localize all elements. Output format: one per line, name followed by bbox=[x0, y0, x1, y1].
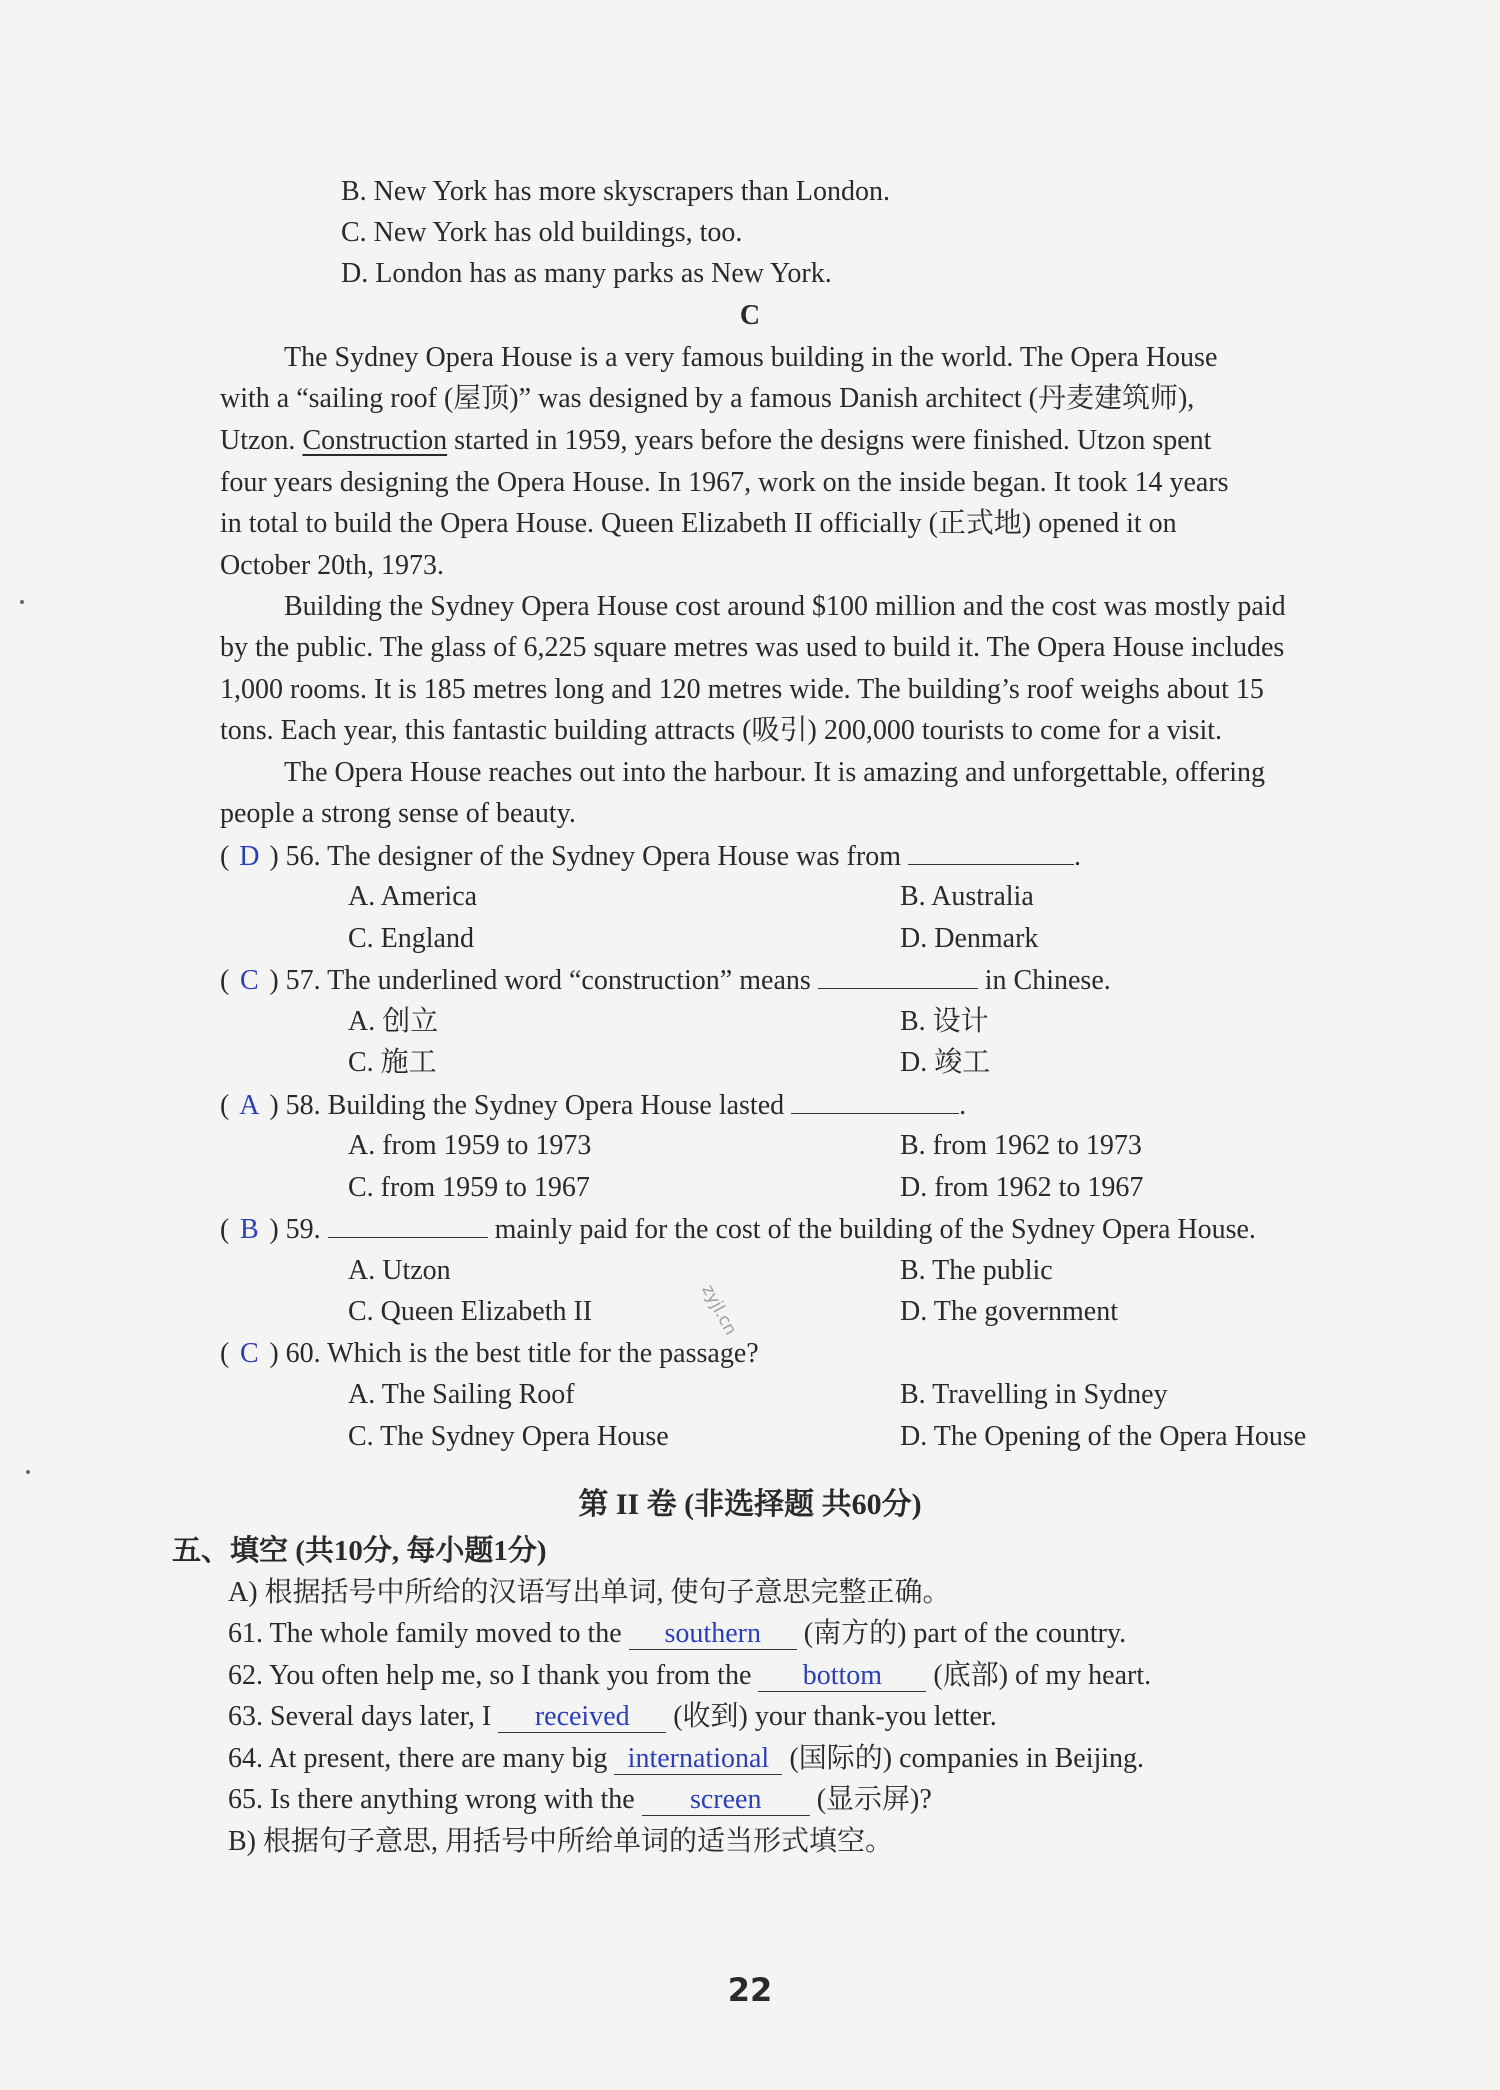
part-two-title: 第 II 卷 (非选择题 共60分) bbox=[578, 1488, 922, 1521]
scan-speck bbox=[20, 600, 24, 604]
question-59: ( B ) 59. mainly paid for the cost of the building of the Sydney Opera House. bbox=[220, 1211, 1256, 1248]
underlined-word: Construction bbox=[302, 425, 448, 456]
passage-line: The Opera House reaches out into the harbour. It is amazing and unforgettable, offering bbox=[284, 757, 1265, 788]
option-56-b: B. Australia bbox=[900, 881, 1034, 912]
option-59-a: A. Utzon bbox=[348, 1255, 451, 1286]
answer-64: international bbox=[614, 1744, 782, 1775]
section-five-heading: 五、填空 (共10分, 每小题1分) bbox=[172, 1535, 547, 1567]
option-56-c: C. England bbox=[348, 923, 474, 954]
option-58-a: A. from 1959 to 1973 bbox=[348, 1130, 592, 1161]
passage-line: people a strong sense of beauty. bbox=[220, 798, 576, 829]
passage-line: by the public. The glass of 6,225 square metres was used to build it. The Opera House includes bbox=[220, 632, 1285, 663]
page-number: 22 bbox=[727, 1971, 773, 2009]
passage-line: Utzon. Construction started in 1959, years before the designs were finished. Utzon spent bbox=[220, 425, 1212, 456]
option-60-a: A. The Sailing Roof bbox=[348, 1379, 575, 1410]
passage-line: in total to build the Opera House. Queen Elizabeth II officially (正式地) opened it on bbox=[220, 508, 1177, 539]
fill-65: 65. Is there anything wrong with the screen (显示屏)? bbox=[228, 1784, 932, 1815]
answer-57: C bbox=[239, 965, 259, 996]
question-56: ( D ) 56. The designer of the Sydney Opera House was from . bbox=[220, 838, 1081, 875]
passage-line: October 20th, 1973. bbox=[220, 550, 444, 581]
answer-60: C bbox=[239, 1338, 259, 1369]
option-58-c: C. from 1959 to 1967 bbox=[348, 1172, 590, 1203]
answer-65: screen bbox=[642, 1785, 810, 1816]
answer-56: D bbox=[239, 841, 260, 872]
fill-63: 63. Several days later, I received (收到) your thank-you letter. bbox=[228, 1701, 997, 1732]
answer-59: B bbox=[239, 1214, 259, 1245]
section-c-heading: C bbox=[739, 300, 761, 331]
passage-line: The Sydney Opera House is a very famous building in the world. The Opera House bbox=[284, 342, 1218, 373]
option-59-c: C. Queen Elizabeth II bbox=[348, 1296, 593, 1327]
option-60-c: C. The Sydney Opera House bbox=[348, 1421, 669, 1452]
sub-instruction-b: B) 根据句子意思, 用括号中所给单词的适当形式填空。 bbox=[228, 1826, 894, 1857]
fill-64: 64. At present, there are many big international (国际的) companies in Beijing. bbox=[228, 1743, 1145, 1774]
sub-instruction-a: A) 根据括号中所给的汉语写出单词, 使句子意思完整正确。 bbox=[228, 1577, 951, 1608]
fill-61: 61. The whole family moved to the southern (南方的) part of the country. bbox=[228, 1618, 1127, 1649]
question-57: ( C ) 57. The underlined word “construction” means in Chinese. bbox=[220, 962, 1111, 999]
option-56-d: D. Denmark bbox=[900, 923, 1039, 954]
watermark: zyjl.cn bbox=[697, 1281, 741, 1339]
option-57-c: C. 施工 bbox=[348, 1047, 437, 1078]
answer-63: received bbox=[498, 1702, 666, 1733]
passage-line: Building the Sydney Opera House cost around $100 million and the cost was mostly paid bbox=[284, 591, 1286, 622]
scan-speck bbox=[26, 1470, 30, 1474]
prev-option-d: D. London has as many parks as New York. bbox=[341, 258, 832, 289]
answer-61: southern bbox=[629, 1619, 797, 1650]
option-59-d: D. The government bbox=[900, 1296, 1118, 1327]
option-56-a: A. America bbox=[348, 881, 478, 912]
question-58: ( A ) 58. Building the Sydney Opera House lasted . bbox=[220, 1087, 966, 1124]
option-57-d: D. 竣工 bbox=[900, 1047, 991, 1078]
option-60-b: B. Travelling in Sydney bbox=[900, 1379, 1168, 1410]
option-57-a: A. 创立 bbox=[348, 1006, 439, 1037]
passage-line: tons. Each year, this fantastic building attracts (吸引) 200,000 tourists to come for a visit. bbox=[220, 715, 1222, 746]
passage-line: four years designing the Opera House. In 1967, work on the inside began. It took 14 years bbox=[220, 467, 1229, 498]
passage-line: 1,000 rooms. It is 185 metres long and 120 metres wide. The building’s roof weighs about 15 bbox=[220, 674, 1264, 705]
question-60: ( C ) 60. Which is the best title for the passage? bbox=[220, 1336, 759, 1372]
answer-58: A bbox=[239, 1090, 260, 1121]
option-60-d: D. The Opening of the Opera House bbox=[900, 1421, 1307, 1452]
option-58-d: D. from 1962 to 1967 bbox=[900, 1172, 1144, 1203]
option-57-b: B. 设计 bbox=[900, 1006, 989, 1037]
passage-line: with a “sailing roof (屋顶)” was designed by a famous Danish architect (丹麦建筑师), bbox=[220, 383, 1195, 414]
answer-62: bottom bbox=[758, 1661, 926, 1692]
option-58-b: B. from 1962 to 1973 bbox=[900, 1130, 1142, 1161]
option-59-b: B. The public bbox=[900, 1255, 1053, 1286]
prev-option-b: B. New York has more skyscrapers than London. bbox=[341, 176, 891, 207]
prev-option-c: C. New York has old buildings, too. bbox=[341, 217, 743, 248]
fill-62: 62. You often help me, so I thank you from the bottom (底部) of my heart. bbox=[228, 1660, 1152, 1691]
